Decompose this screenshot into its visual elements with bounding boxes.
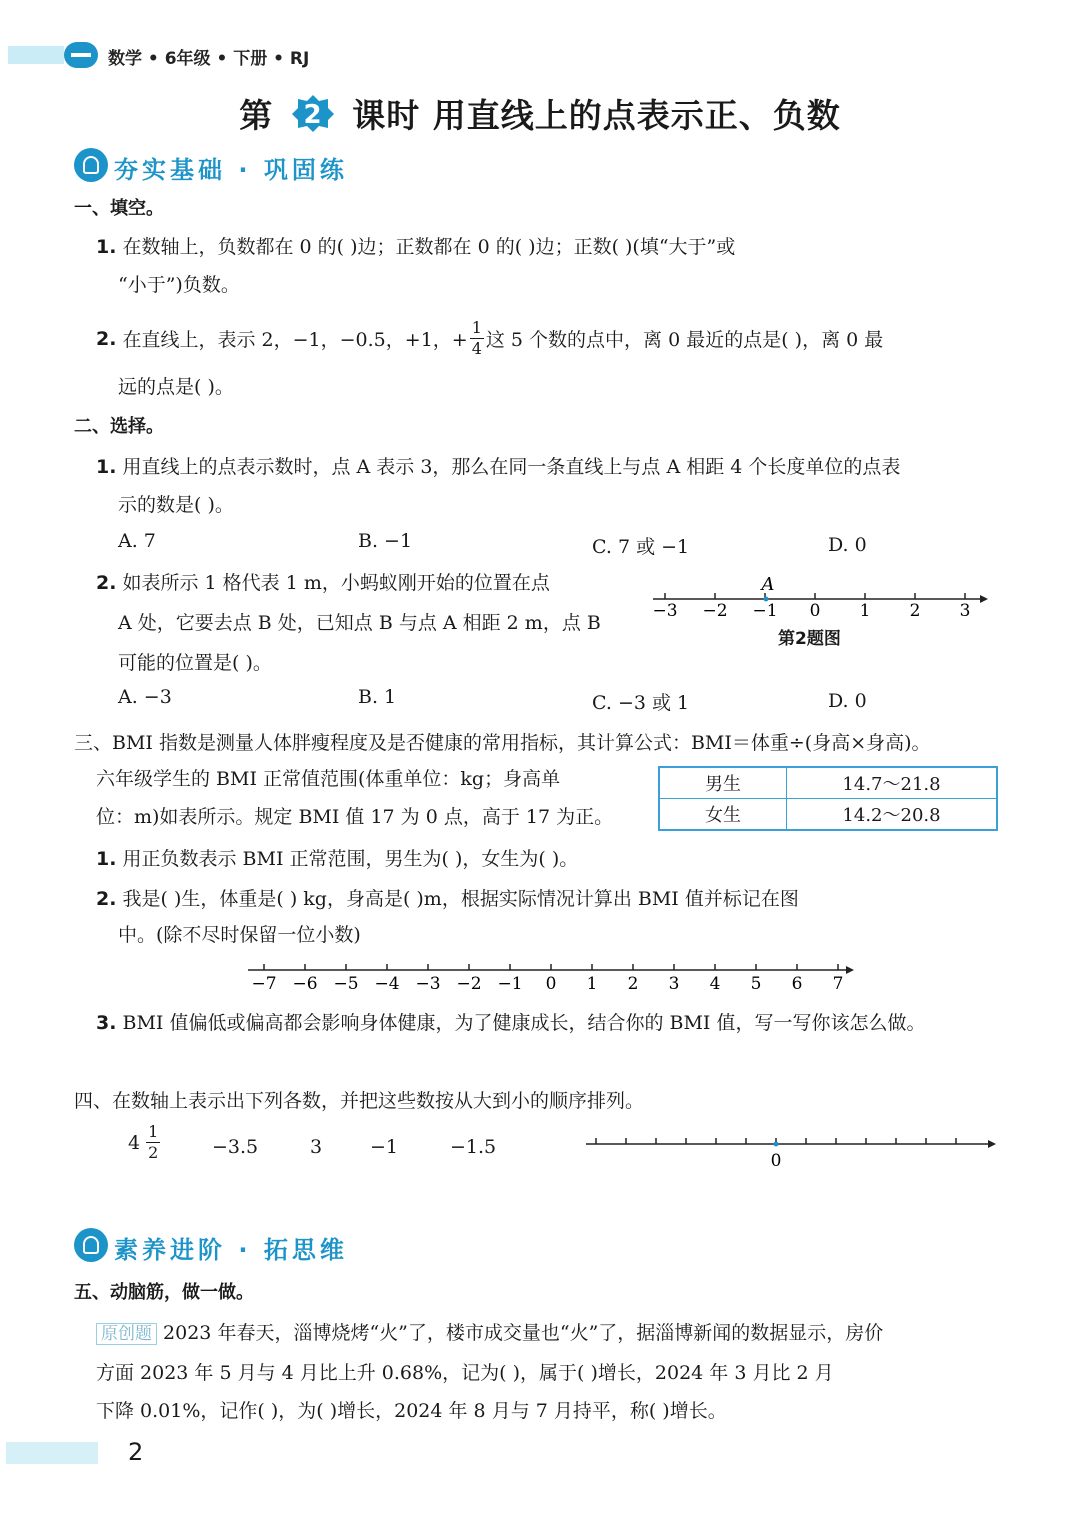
tick-label: 0	[809, 601, 821, 621]
tick-label: 5	[750, 974, 762, 994]
tick-label: −4	[374, 974, 400, 994]
header-breadcrumb: 数学 • 6年级 • 下册 • RJ	[108, 49, 310, 69]
fraction-numerator: 1	[148, 1122, 159, 1141]
bmi-table	[658, 766, 998, 831]
question-text: 我是( )生，体重是( ) kg，身高是( )m，根据实际情况计算出 BMI 值并标记在图	[122, 888, 799, 910]
tick-label: 2	[909, 601, 921, 621]
section1-title: 夯实基础 · 巩固练	[114, 156, 348, 184]
option-a: A. −3	[118, 686, 172, 708]
original-tag: 原创题	[96, 1323, 157, 1345]
table-row	[659, 767, 997, 799]
tick-label: 7	[832, 974, 844, 994]
part4-heading: 四、在数轴上表示出下列各数，并把这些数按从大到小的顺序排列。	[74, 1090, 645, 1112]
part2-heading: 二、选择。	[74, 416, 164, 437]
tick-label: −6	[292, 974, 318, 994]
tick-label: 1	[859, 601, 871, 621]
mixed-number	[128, 1124, 162, 1161]
option-b: B. −1	[358, 530, 413, 552]
part2-q1-line2: 示的数是( )。	[118, 494, 234, 516]
table-row	[659, 799, 997, 831]
q-number: 1.	[96, 236, 117, 258]
tick-label: 4	[709, 974, 721, 994]
part2-q2-line1	[96, 568, 550, 595]
part3-q1	[96, 844, 578, 871]
tick-label: −2	[456, 974, 482, 994]
question-text: BMI 值偏低或偏高都会影响身体健康，为了健康成长，结合你的 BMI 值，写一写你该怎么做。	[122, 1012, 926, 1034]
section2-title: 素养进阶 · 拓思维	[114, 1236, 348, 1264]
tick-label: 1	[586, 974, 598, 994]
part1-q1-line2: “小于”)负数。	[118, 274, 240, 296]
mixed-fraction	[146, 1124, 160, 1161]
tick-label: −2	[702, 601, 728, 621]
part1-heading: 一、填空。	[74, 198, 164, 219]
part5-heading: 五、动脑筋，做一做。	[74, 1282, 254, 1303]
header-badge-icon	[64, 42, 98, 68]
title-text: 课时 用直线上的点表示正、负数	[352, 96, 841, 135]
option-b: B. 1	[358, 686, 397, 708]
question-text: 在数轴上，负数都在 0 的( )边；正数都在 0 的( )边；正数( )(填“大于”或	[122, 236, 736, 258]
table-cell-range: 14.2～20.8	[787, 799, 998, 831]
q-number: 2.	[96, 888, 117, 910]
option-c: C. 7 或 −1	[592, 536, 690, 558]
bmi-number-line	[240, 958, 860, 998]
q-number: 3.	[96, 1012, 117, 1034]
fraction-denominator: 2	[148, 1143, 159, 1162]
figure-caption: 第2题图	[778, 629, 841, 649]
part5-line2: 方面 2023 年 5 月与 4 月比上升 0.68%，记为( )，属于( )增长，2024 年 3 月比 2 月	[96, 1362, 834, 1384]
tick-label: −3	[415, 974, 441, 994]
part3-intro-line2: 位：m)如表所示。规定 BMI 值 17 为 0 点，高于 17 为正。	[96, 806, 614, 828]
fraction-one-quarter	[470, 320, 484, 357]
tick-label: 2	[627, 974, 639, 994]
part3-q2-line1	[96, 884, 799, 911]
tick-label: −1	[752, 601, 778, 621]
part3-q3	[96, 1008, 925, 1035]
number-item: 3	[310, 1136, 323, 1158]
lesson-number: 2	[303, 100, 323, 130]
tick-label: −1	[497, 974, 523, 994]
point-a-marker	[764, 597, 769, 602]
page-title	[0, 90, 1080, 137]
question-text: 用直线上的点表示数时，点 A 表示 3，那么在同一条直线上与点 A 相距 4 个长度单位的点表	[122, 456, 901, 478]
fraction-denominator: 4	[471, 339, 482, 358]
tick-label: 6	[791, 974, 803, 994]
q-number: 1.	[96, 848, 117, 870]
paragraph-text: 2023 年春天，淄博烧烤“火”了，楼市成交量也“火”了，据淄博新闻的数据显示，房价	[163, 1322, 884, 1344]
zero-label: 0	[770, 1151, 782, 1171]
part3-heading: 三、BMI 指数是测量人体胖瘦程度及是否健康的常用指标，其计算公式：BMI＝体重÷(身高×身高)。	[74, 732, 931, 754]
part1-q1-line1	[96, 232, 735, 259]
table-cell-gender: 女生	[659, 799, 787, 831]
part1-q2-line2: 远的点是( )。	[118, 376, 234, 398]
origin-marker	[774, 1142, 779, 1147]
question-text: 在直线上，表示 2，−1，−0.5，+1，+	[122, 329, 468, 351]
fraction-numerator: 1	[471, 318, 482, 337]
point-a-label: A	[761, 574, 775, 595]
q-number: 2.	[96, 327, 117, 350]
part1-q2-line1	[96, 320, 883, 357]
number-item: −1.5	[450, 1136, 497, 1158]
option-c: C. −3 或 1	[592, 692, 690, 714]
part5-line3: 下降 0.01%，记作( )，为( )增长，2024 年 8 月与 7 月持平，称( )增长。	[96, 1400, 727, 1422]
part2-q2-line2: A 处，它要去点 B 处，已知点 B 与点 A 相距 2 m，点 B	[118, 612, 601, 634]
tick-label: −3	[652, 601, 678, 621]
number-line-arrow	[980, 595, 988, 603]
page-number: 2	[128, 1438, 144, 1466]
part2-q2-line3: 可能的位置是( )。	[118, 652, 272, 674]
lesson-number-badge	[290, 93, 336, 133]
table-cell-range: 14.7～21.8	[787, 767, 998, 799]
table-cell-gender: 男生	[659, 767, 787, 799]
section-icon	[74, 148, 108, 182]
tick-label: 3	[959, 601, 971, 621]
question-text: 这 5 个数的点中，离 0 最近的点是( )，离 0 最	[485, 329, 884, 351]
tick-label: 3	[668, 974, 680, 994]
part5-line1	[96, 1318, 883, 1345]
tick-label: −5	[333, 974, 359, 994]
part3-intro-line1: 六年级学生的 BMI 正常值范围(体重单位：kg；身高单	[96, 768, 561, 790]
option-a: A. 7	[118, 530, 156, 552]
number-line-arrow	[846, 966, 854, 974]
part2-q1-line1	[96, 452, 900, 479]
section-icon	[74, 1228, 108, 1262]
option-d: D. 0	[828, 534, 867, 556]
option-d: D. 0	[828, 690, 867, 712]
tick-label: −7	[251, 974, 277, 994]
number-item: −1	[370, 1136, 399, 1158]
question-text: 如表所示 1 格代表 1 m，小蚂蚁刚开始的位置在点	[122, 572, 550, 594]
number-item: −3.5	[212, 1136, 259, 1158]
q-number: 2.	[96, 572, 117, 594]
q-number: 1.	[96, 456, 117, 478]
number-line-arrow	[988, 1140, 996, 1148]
part3-q2-line2: 中。(除不尽时保留一位小数)	[118, 924, 361, 946]
footer-decoration	[6, 1442, 98, 1464]
part4-number-line	[580, 1126, 1000, 1172]
mixed-whole: 4	[128, 1131, 141, 1154]
header-decoration	[8, 46, 64, 64]
title-prefix: 第	[239, 96, 274, 135]
tick-label: 0	[545, 974, 557, 994]
question-text: 用正负数表示 BMI 正常范围，男生为( )，女生为( )。	[122, 848, 579, 870]
